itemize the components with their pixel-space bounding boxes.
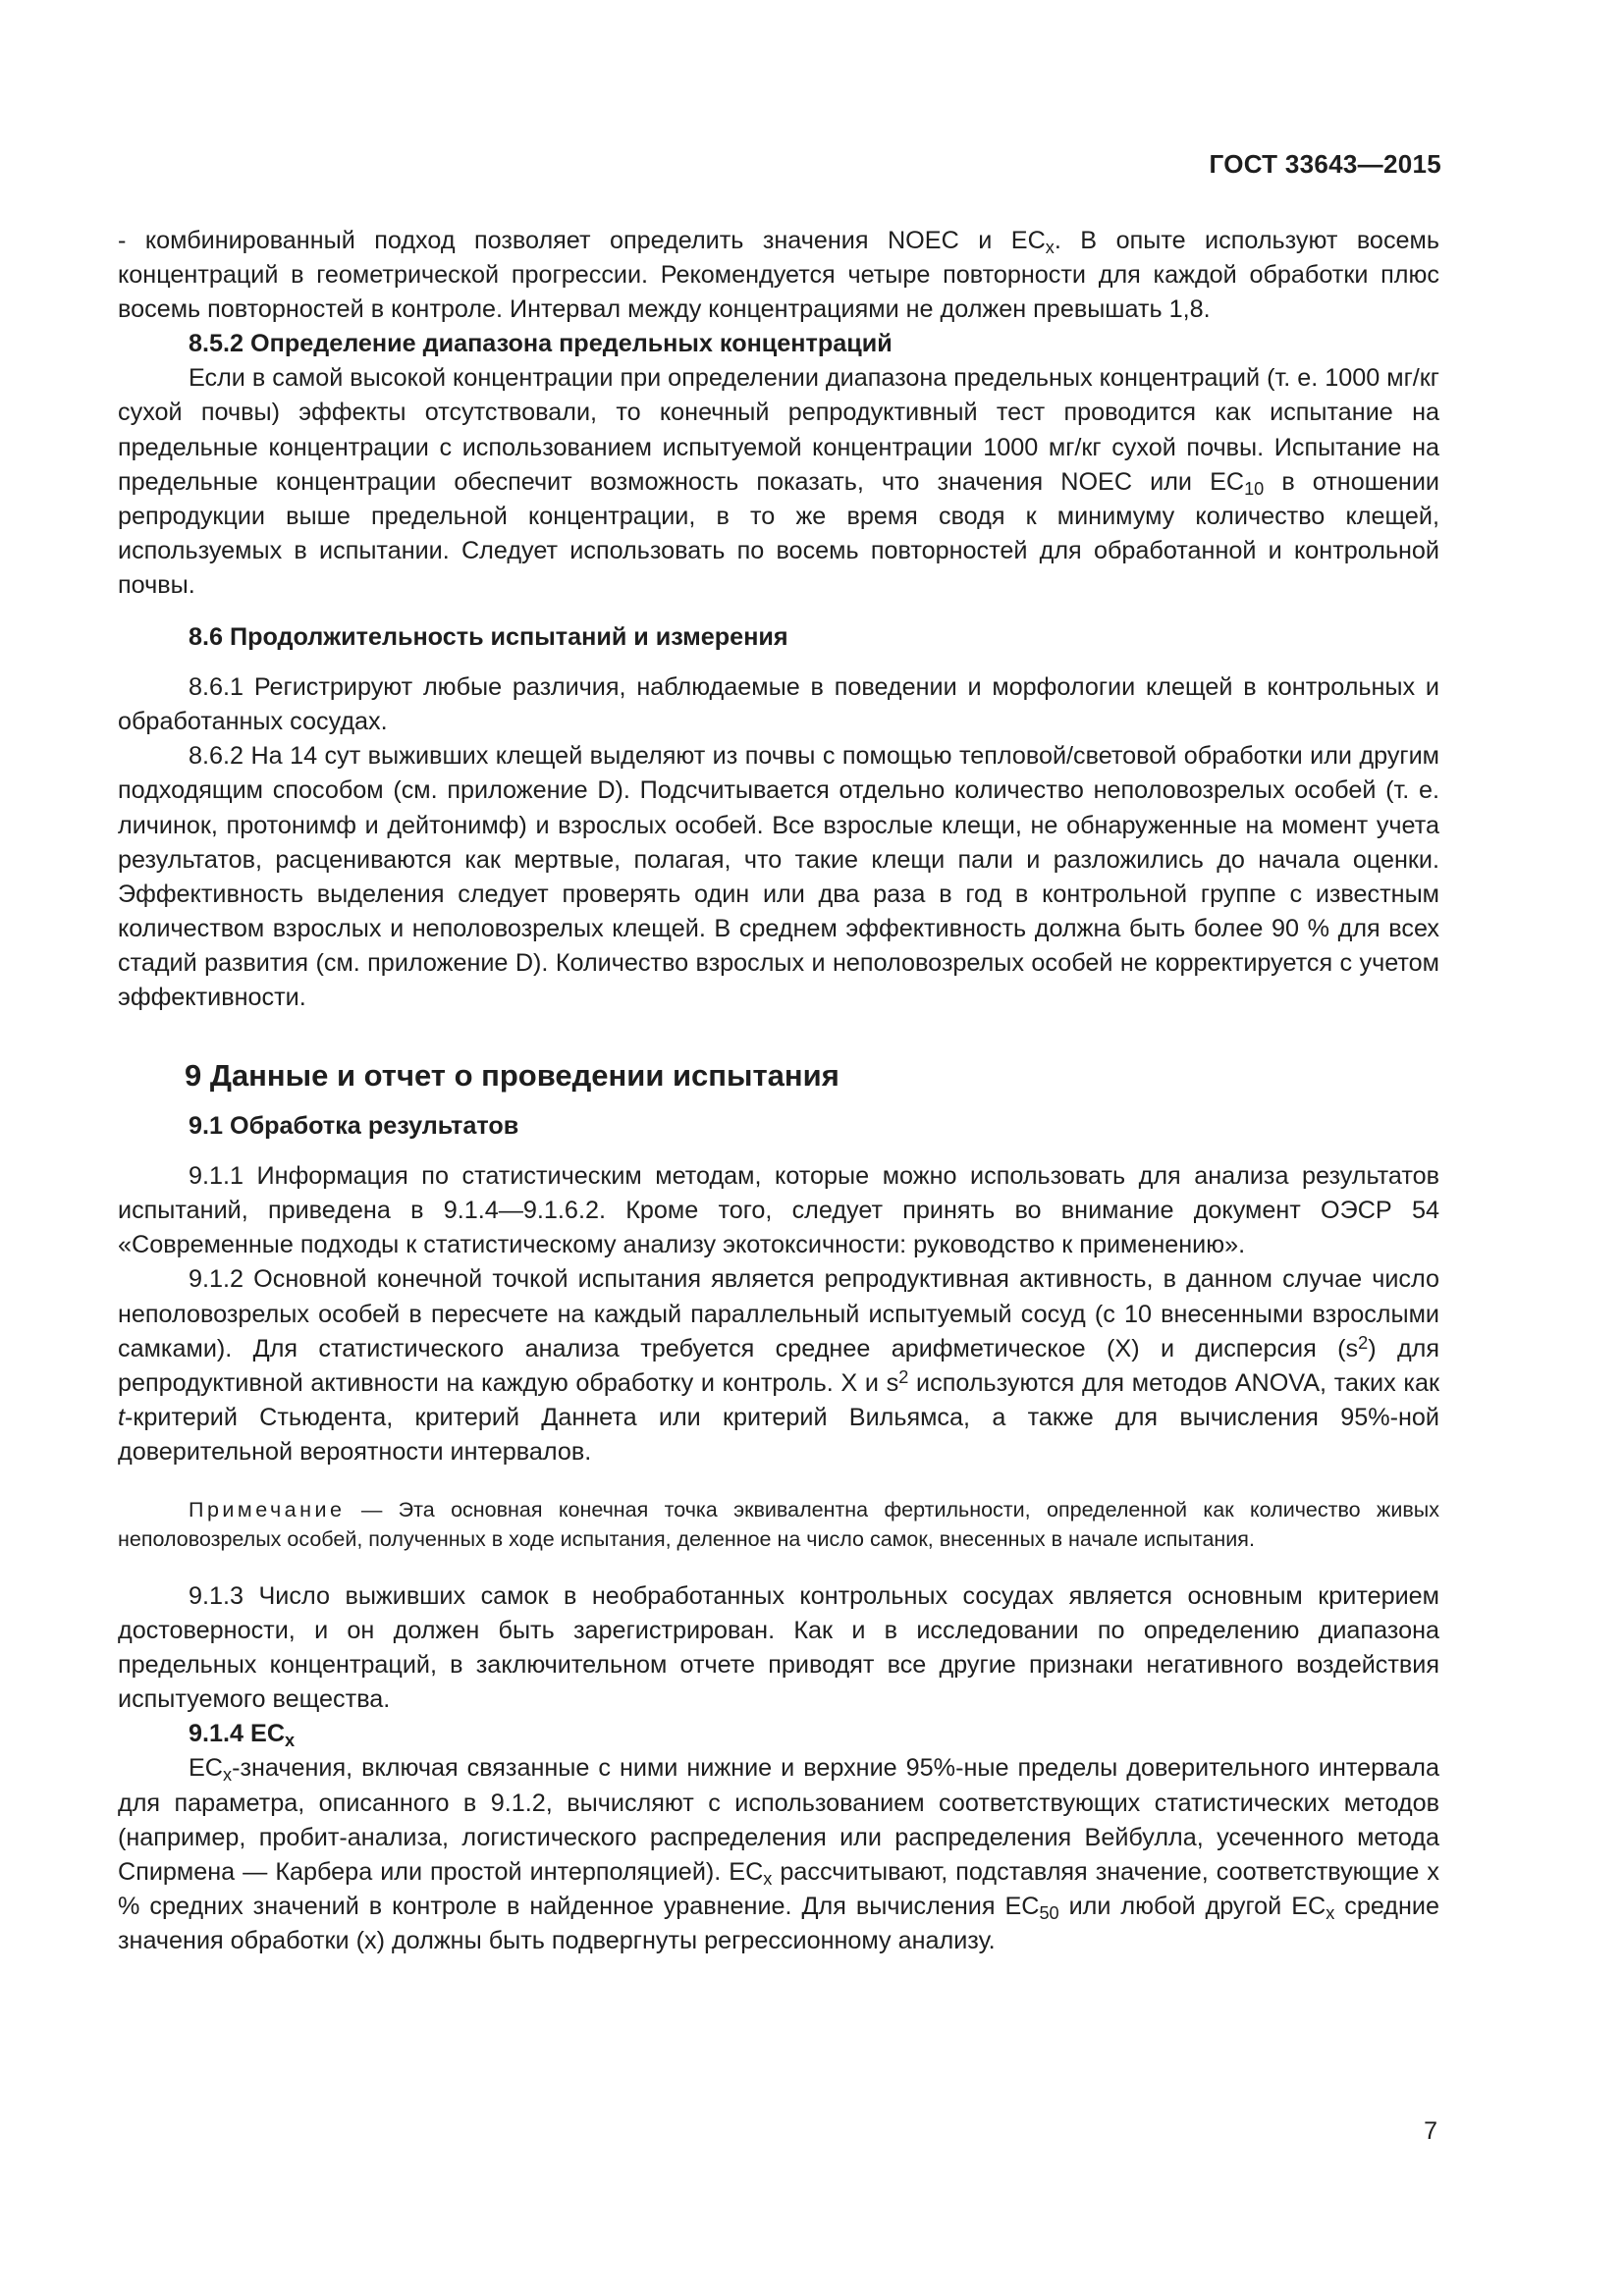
heading-9-1: 9.1 Обработка результатов [189, 1112, 519, 1141]
note-label: Примечание [189, 1498, 346, 1522]
section-heading-9: 9 Данные и отчет о проведении испытания [185, 1058, 839, 1094]
paragraph-combined-approach: - комбинированный подход позволяет определить значения NOEC и $EC_x$. В опыте используют восемь концентраций в геометрической прогрессии. Рекомендуется четыре повторности для каждой обработки плюс восемь повторностей в контроле. Интервал между концентрациями не должен превышать 1,8. [118, 227, 1439, 324]
document-body [118, 224, 1439, 1958]
paragraph-8-6-1: 8.6.1 Регистрируют любые различия, наблюдаемые в поведении и морфологии клещей в контрольных и обработанных сосудах. [118, 673, 1439, 736]
page-number: 7 [1424, 2117, 1437, 2145]
heading-8-6: 8.6 Продолжительность испытаний и измерения [189, 623, 788, 652]
heading-9-1-4: 9.1.4 $EC_x$ [189, 1720, 296, 1751]
note-paragraph: Примечание — Эта основная конечная точка эквивалентна фертильности, определенной как количество живых неполовозрелых особей, полученных в ходе испытания, деленное на число самок, внесенных в начале испытания. [118, 1498, 1439, 1551]
paragraph-9-1-3: 9.1.3 Число выживших самок в необработанных контрольных сосудах является основным критерием достоверности, и он должен быть зарегистрирован. Как и в исследовании по определению диапазона предельных концентраций, в заключительном отчете приводят все другие признаки негативного воздействия испытуемого вещества. [118, 1582, 1439, 1714]
heading-8-5-2: 8.5.2 Определение диапазона предельных концентраций [189, 330, 893, 358]
paragraph-limit-test: Если в самой высокой концентрации при определении диапазона предельных концентраций (т. е. 1000 мг/кг сухой почвы) эффекты отсутствовали, то конечный репродуктивный тест проводится как испытание на предельные концентрации с использованием испытуемой концентрации 1000 мг/кг сухой почвы. Испытание на предельные концентрации обеспечит возможность показать, что значения NOEC или $EC_{10}$ в отношении репродукции выше предельной концентрации, в то же время сводя к минимуму количество клещей, используемых в испытании. Следует использовать по восемь повторностей для обработанной и контрольной почвы. [118, 364, 1439, 599]
paragraph-ecx: $EC_x$-значения, включая связанные с ними нижние и верхние 95%-ные пределы доверительного интервала для параметра, описанного в 9.1.2, вычисляют с использованием соответствующих статистических методов (например, пробит-анализа, логистического распределения или распределения Вейбулла, усеченного метода Спирмена — Карбера или простой интерполяцией). $EC_x$ рассчитывают, подставляя значение, соответствующие x % средних значений в контроле в найденное уравнение. Для вычисления $EC_{50}$ или любой другой $EC_x$ средние значения обработки (x) должны быть подвергнуты регрессионному анализу. [118, 1754, 1439, 1954]
paragraph-8-6-2: 8.6.2 На 14 сут выживших клещей выделяют из почвы с помощью тепловой/световой обработки или другим подходящим способом (см. приложение D). Подсчитывается отдельно количество неполовозрелых особей (т. е. личинок, протонимф и дейтонимф) и взрослых особей. Все взрослые клещи, не обнаруженные на момент учета результатов, расцениваются как мертвые, полагая, что такие клещи пали и разложились до начала оценки. Эффективность выделения следует проверять один или два раза в год в контрольной группе с известным количеством взрослых и неполовозрелых клещей. В среднем эффективность должна быть более 90 % для всех стадий развития (см. приложение D). Количество взрослых и неполовозрелых особей не корректируется с учетом эффективности. [118, 742, 1439, 1011]
paragraph-9-1-1: 9.1.1 Информация по статистическим методам, которые можно использовать для анализа результатов испытаний, приведена в 9.1.4—9.1.6.2. Кроме того, следует принять во внимание документ ОЭСР 54 «Современные подходы к статистическому анализу экотоксичности: руководство к применению». [118, 1162, 1439, 1259]
paragraph-9-1-2: 9.1.2 Основной конечной точкой испытания является репродуктивная активность, в данном случае число неполовозрелых особей в пересчете на каждый параллельный испытуемый сосуд (с 10 внесенными взрослыми самками). Для статистического анализа требуется среднее арифметическое (X) и дисперсия $(s^2)$ для репродуктивной активности на каждую обработку и контроль. X и $s^2$ используются для методов ANOVA, таких как t-критерий Стьюдента, критерий Даннета или критерий Вильямса, а также для вычисления 95%-ной доверительной вероятности интервалов. [118, 1265, 1439, 1466]
document-header: ГОСТ 33643—2015 [1209, 149, 1441, 179]
